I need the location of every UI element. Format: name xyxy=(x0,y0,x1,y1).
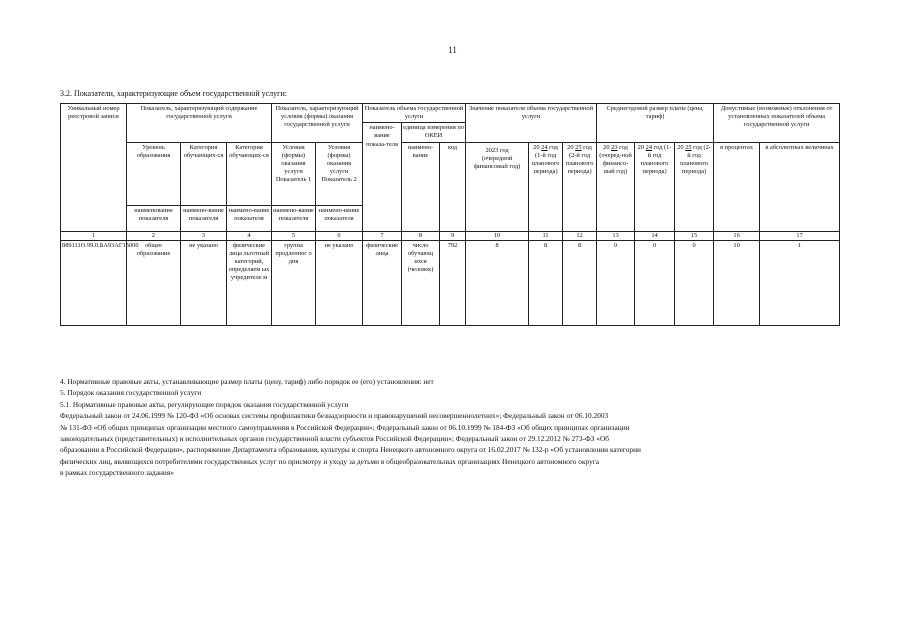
registry-code: 889111О.99.0.БА93АГ15000 xyxy=(61,240,127,325)
education-level: общее образование xyxy=(127,240,181,325)
value-2025: 8 xyxy=(563,240,597,325)
year-desc: год (1-й год планового периода) xyxy=(531,143,560,175)
value-2023: 8 xyxy=(466,240,529,325)
year-suffix: 24 xyxy=(541,143,548,151)
header-level-name: наименование показателя xyxy=(127,205,181,231)
year-prefix: 20 xyxy=(603,143,610,151)
condition-1: группа продленног о дня xyxy=(272,240,316,325)
section-title: 3.2. Показатели, характеризующие объем государственной услуги: xyxy=(60,89,287,98)
column-number: 11 xyxy=(529,231,563,240)
page-number: 11 xyxy=(448,45,457,55)
header-2025-value xyxy=(563,142,597,231)
column-number: 17 xyxy=(760,231,840,240)
column-number: 16 xyxy=(714,231,760,240)
condition-2: не указано xyxy=(316,240,363,325)
column-number: 5 xyxy=(272,231,316,240)
column-number: 7 xyxy=(363,231,402,240)
header-absolute: в абсолютных величинах xyxy=(760,142,840,231)
law-line: образовании в Российской Федерации», распоряжение Департамента образования, культуры и спорта Ненецкого автономного округа от 16.02.2017 № 132-р «Об установлении категории xyxy=(60,445,641,455)
year-2023-desc: (очередной финансовый год) xyxy=(473,154,521,170)
student-category-2: физические лица льготный категорий, определяем ых учредителе м xyxy=(227,240,272,325)
column-numbers-row xyxy=(61,231,840,240)
price-2023: 0 xyxy=(597,240,635,325)
deviation-absolute: 1 xyxy=(760,240,840,325)
column-number: 10 xyxy=(466,231,529,240)
year-2023-label: 2023 год xyxy=(485,146,509,154)
header-category-1: Категория обучающих-ся xyxy=(181,142,227,205)
year-suffix: 23 xyxy=(611,143,618,151)
column-number: 8 xyxy=(402,231,440,240)
column-number: 4 xyxy=(227,231,272,240)
year-prefix: 20 xyxy=(677,143,684,151)
paragraph-5-1: 5.1. Нормативные правовые акты, регулирующие порядок оказания государственной услуги xyxy=(60,399,349,409)
law-line: № 131-ФЗ «Об общих принципах организации местного самоуправления в Российской Федерации»; Федеральный закон от 06.10.1999 № 184-ФЗ «Об общих принципах организации xyxy=(60,422,630,432)
header-level: Уровень образования xyxy=(127,142,181,205)
header-indicator-name: наимено-вание показа-теля xyxy=(363,123,402,231)
header-category-2-name: наимено-вание показателя xyxy=(227,205,272,231)
header-unit-name: наимено-вание xyxy=(402,142,440,231)
paragraph-5: 5. Порядок оказания государственной услуги xyxy=(60,388,202,398)
law-line: в рамках государственного задания» xyxy=(60,468,174,478)
column-number: 14 xyxy=(635,231,675,240)
year-prefix: 20 xyxy=(533,143,540,151)
column-number: 1 xyxy=(61,231,127,240)
table-row xyxy=(61,240,840,325)
header-unit-code: код xyxy=(440,142,466,231)
header-2024-price xyxy=(635,142,675,231)
year-suffix: 24 xyxy=(645,143,653,151)
year-desc: год (очеред-ной финансо-вый год) xyxy=(599,143,632,175)
value-2024: 8 xyxy=(529,240,563,325)
volume-indicators-table xyxy=(60,103,840,326)
year-desc: год (2-й год планового периода) xyxy=(565,143,594,175)
header-average-price: Среднегодовой размер платы (цена, тариф) xyxy=(597,104,714,143)
header-2023-price xyxy=(597,142,635,231)
law-line: физических лиц, являющихся потребителями государственных услуг по присмотру и уходу за детьми в общеобразовательных организациях Ненецкого автономного округа xyxy=(60,456,600,466)
column-number: 13 xyxy=(597,231,635,240)
header-percent: в процентах xyxy=(714,142,760,231)
header-category-2: Категория обучающих-ся xyxy=(227,142,272,205)
year-suffix: 25 xyxy=(575,143,582,151)
header-conditions-indicator: Показатель, характеризующий условия (формы) оказания государственной услуги xyxy=(272,104,363,143)
price-2025: 0 xyxy=(675,240,714,325)
header-condition-1: Условия (формы) оказания услуги Показатель 1 xyxy=(272,142,316,205)
paragraph-4: 4. Нормативные правовые акты, устанавливающие размер платы (цену, тариф) либо порядок ее (его) установления: нет xyxy=(60,377,434,386)
header-unique-number: Уникальный номер реестровой записи xyxy=(61,104,127,232)
header-unit-okei: единица измерения по ОКЕИ xyxy=(402,123,466,142)
unit-code: 792 xyxy=(440,240,466,325)
header-condition-2: Условия (формы) оказания услуги Показатель 2 xyxy=(316,142,363,205)
unit-name: число обучающ ихся (человек) xyxy=(402,240,440,325)
year-prefix: 20 xyxy=(567,143,574,151)
header-2023-value xyxy=(466,142,529,231)
year-prefix: 20 xyxy=(637,143,645,151)
student-category-1: не указано xyxy=(181,240,227,325)
law-line: законодательных (представительных) и исполнительных органов государственной власти субъектов Российской Федерации»; Федеральный закон от 29.12.2012 № 273-ФЗ «Об xyxy=(60,434,609,444)
column-number: 15 xyxy=(675,231,714,240)
header-condition-1-name: наимено-вание показателя xyxy=(272,205,316,231)
header-volume-indicator: Показатель объема государственной услуги xyxy=(363,104,466,123)
law-line: Федеральный закон от 24.06.1999 № 120-ФЗ «Об основах системы профилактики безнадзорности и правонарушений несовершеннолетних»; Федеральный закон от 06.10.2003 xyxy=(60,411,609,421)
header-category-1-name: наимено-вание показателя xyxy=(181,205,227,231)
column-number: 2 xyxy=(127,231,181,240)
header-allowed-deviation: Допустимые (возможные) отклонения от установленных показателей объема государственной услуги xyxy=(714,104,840,143)
year-desc: год (1-й год планового периода) xyxy=(640,143,672,175)
column-number: 12 xyxy=(563,231,597,240)
column-number: 3 xyxy=(181,231,227,240)
column-number: 6 xyxy=(316,231,363,240)
deviation-percent: 10 xyxy=(714,240,760,325)
indicator-name: физические лица xyxy=(363,240,402,325)
header-2025-price xyxy=(675,142,714,231)
header-2024-value xyxy=(529,142,563,231)
column-number: 9 xyxy=(440,231,466,240)
header-content-indicator: Показатель, характеризующий содержание государственной услуги xyxy=(127,104,272,143)
year-suffix: 25 xyxy=(685,143,692,151)
year-desc: год (2-й год планового периода) xyxy=(680,143,711,175)
price-2024: 0 xyxy=(635,240,675,325)
regulations-text xyxy=(60,376,840,479)
header-condition-2-name: наимено-вание показателя xyxy=(316,205,363,231)
header-volume-value: Значение показателя объема государственной услуги xyxy=(466,104,597,143)
